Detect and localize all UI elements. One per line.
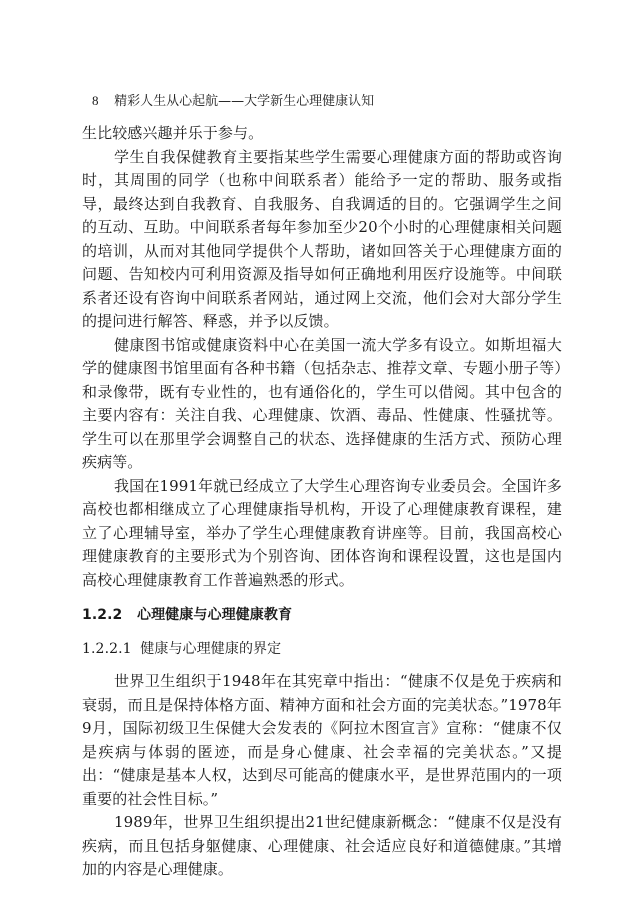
- continued-paragraph: 生比较感兴趣并乐于参与。: [82, 124, 264, 142]
- subsection-number: 1.2.2.1: [82, 641, 132, 657]
- paragraph-1989-concept: 1989年，世界卫生组织提出21世纪健康新概念：“健康不仅是没有疾病，而且包括身躯健康、心理健康、社会适应良好和道德健康。”其增加的内容是心理健康。: [82, 813, 562, 878]
- section-title: 心理健康与心理健康教育: [136, 607, 293, 623]
- running-title: 精彩人生从心起航——大学新生心理健康认知: [114, 94, 375, 109]
- section-number: 1.2.2: [82, 607, 123, 623]
- paragraph-who-definition: 世界卫生组织于1948年在其宪章中指出：“健康不仅是免于疾病和衰弱，而且是保持体格方面、精神方面和社会方面的完美状态。”1978年9月，国际初级卫生保健大会发表的《阿拉木图宣言》宣称：“健康不仅是疾病与体弱的匿迹，而是身心健康、社会幸福的完美状态。”又提出：“健康是基本人权，达到尽可能高的健康水平，是世界范围内的一项重要的社会性目标。”: [82, 672, 562, 808]
- page-body: [82, 122, 562, 882]
- paragraph-china-history: 我国在1991年就已经成立了大学生心理咨询专业委员会。全国许多高校也都相继成立了心理健康指导机构，开设了心理健康教育课程，建立了心理辅导室，举办了学生心理健康教育讲座等。目前，我国高校心理健康教育的主要形式为个别咨询、团体咨询和课程设置，这也是国内高校心理健康教育工作普遍熟悉的形式。: [82, 476, 562, 589]
- paragraph-peer-education: 学生自我保健教育主要指某些学生需要心理健康方面的帮助或咨询时，其周围的同学（也称中间联系者）能给予一定的帮助、服务或指导，最终达到自我教育、自我服务、自我调适的目的。它强调学生之间的互动、互助。中间联系者每年参加至少20个小时的心理健康相关问题的培训，从而对其他同学提供个人帮助，诸如回答关于心理健康方面的问题、告知校内可利用资源及指导如何正确地利用医疗设施等。中间联系者还设有咨询中间联系者网站，通过网上交流，他们会对大部分学生的提问进行解答、释惑，并予以反馈。: [82, 147, 562, 330]
- paragraph-health-library: 健康图书馆或健康资料中心在美国一流大学多有设立。如斯坦福大学的健康图书馆里面有各种书籍（包括杂志、推荐文章、专题小册子等）和录像带，既有专业性的，也有通俗化的，学生可以借阅。其中包含的主要内容有：关注自我、心理健康、饮酒、毒品、性健康、性骚扰等。学生可以在那里学会调整自己的状态、选择健康的生活方式、预防心理疾病等。: [82, 335, 562, 471]
- section-heading: [82, 604, 562, 626]
- page-number: 8: [92, 93, 99, 108]
- subsection-heading: [82, 638, 562, 660]
- subsection-title: 健康与心理健康的界定: [140, 641, 282, 657]
- running-header: [92, 93, 374, 110]
